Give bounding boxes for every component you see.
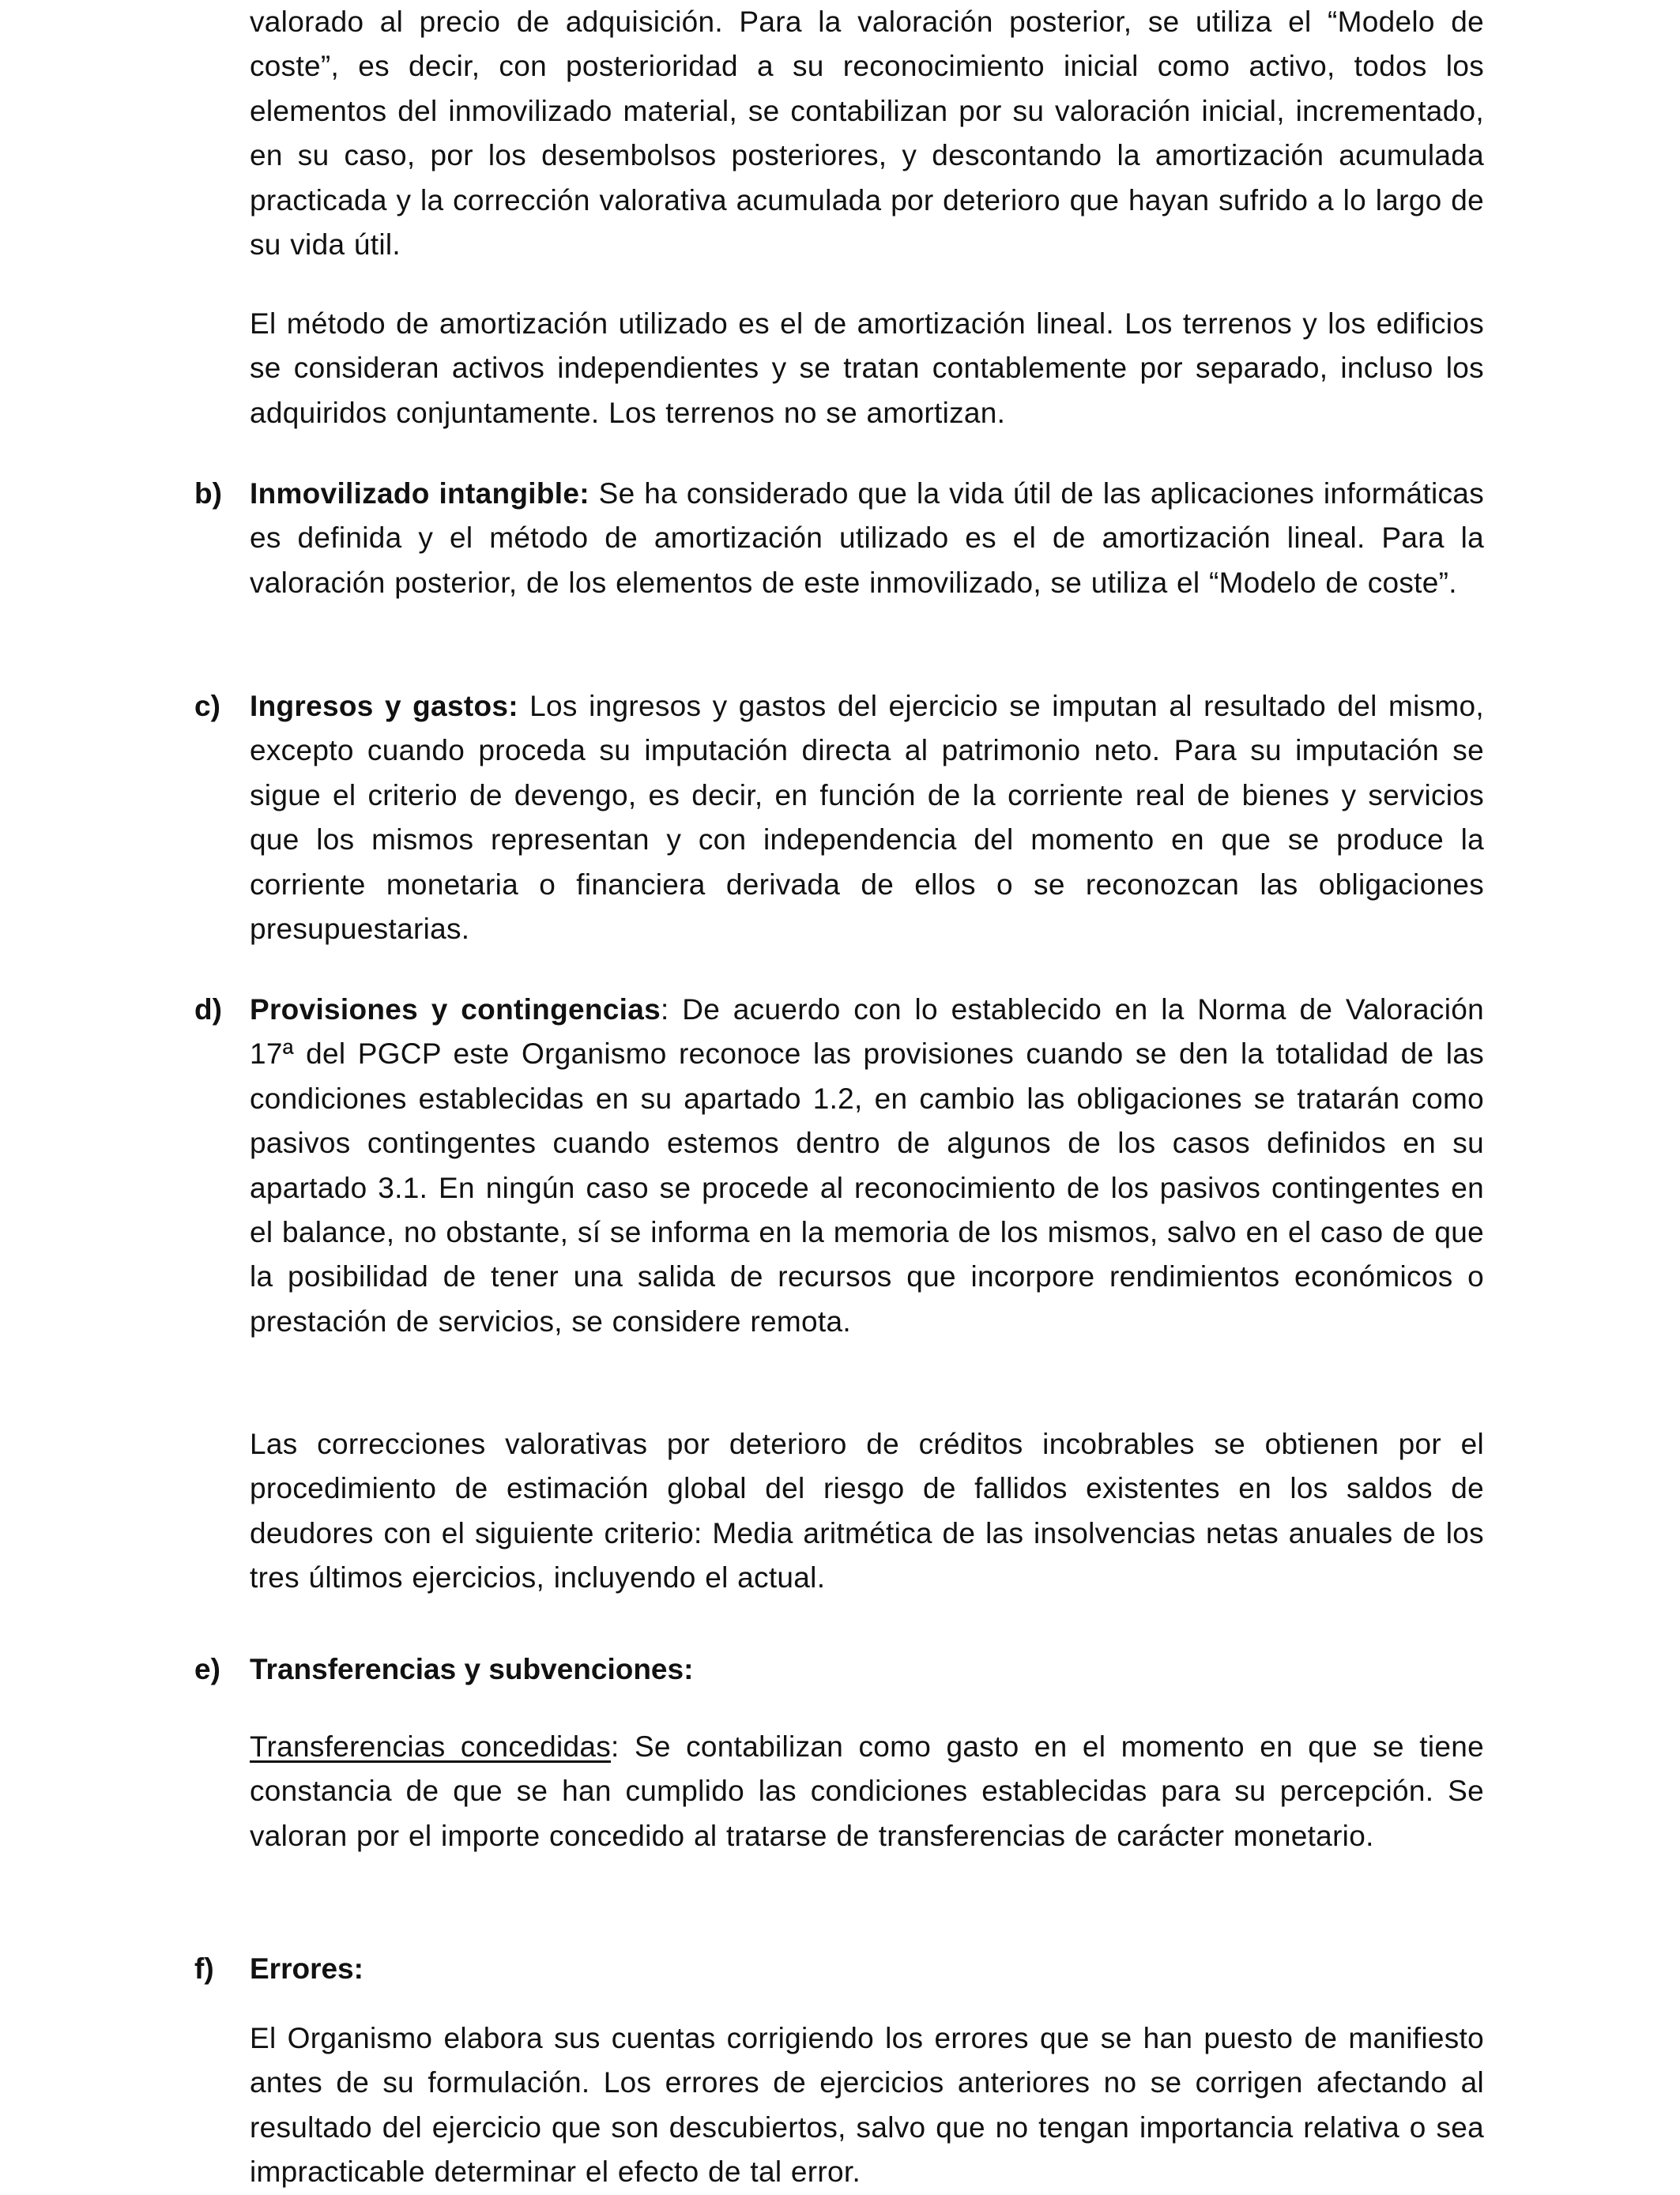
section-d-paragraph-2: Las correcciones valorativas por deterioro de créditos incobrables se obtienen por el procedimiento de estimación global del riesgo de fallidos existentes en los saldos de deudores con el siguiente criterio: Media aritmética de las insolvencias netas anuales de los tres últimos ejercicios, incluyendo el actual. [250, 1428, 1484, 1594]
paragraph-amortizacion: El método de amortización utilizado es el de amortización lineal. Los terrenos y los edificios se consideran activos independientes y se tratan contablemente por separado, incluso los adquiridos conjuntamente. Los terrenos no se amortizan. [250, 307, 1484, 429]
section-b-marker: b) [194, 477, 222, 510]
section-b-paragraph [250, 472, 1484, 605]
section-d-title: Provisiones y contingencias [250, 993, 661, 1026]
section-e-title: Transferencias y subvenciones: [250, 1653, 694, 1685]
section-b-text: Se ha considerado que la vida útil de las aplicaciones informáticas es definida y el método de amortización utilizado es el de amortización lineal. Para la valoración posterior, de los elementos de este inmovilizado, se utiliza el “Modelo de coste”. [250, 477, 1484, 599]
section-e-text: : Se contabilizan como gasto en el momento en que se tiene constancia de que se han cumplido las condiciones establecidas para su percepción. Se valoran por el importe concedido al tratarse de transferencias de carácter monetario. [250, 1730, 1484, 1852]
section-e-marker: e) [194, 1653, 220, 1685]
section-d-paragraph [250, 988, 1484, 1344]
section-f-title: Errores: [250, 1952, 363, 1985]
section-c-paragraph [250, 684, 1484, 951]
paragraph-intro: valorado al precio de adquisición. Para la valoración posterior, se utiliza el “Modelo de coste”, es decir, con posterioridad a su reconocimiento inicial como activo, todos los elementos del inmovilizado material, se contabilizan por su valoración inicial, incrementado, en su caso, por los desembolsos posteriores, y descontando la amortización acumulada practicada y la corrección valorativa acumulada por deterioro que hayan sufrido a lo largo de su vida útil. [250, 6, 1484, 262]
section-c-text: Los ingresos y gastos del ejercicio se imputan al resultado del mismo, excepto cuando proceda su imputación directa al patrimonio neto. Para su imputación se sigue el criterio de devengo, es decir, en función de la corriente real de bienes y servicios que los mismos representan y con independencia del momento en que se produce la corriente monetaria o financiera derivada de ellos o se reconozcan las obligaciones presupuestarias. [250, 690, 1484, 946]
section-d-text: : De acuerdo con lo establecido en la Norma de Valoración 17ª del PGCP este Organismo reconoce las provisiones cuando se den la totalidad de las condiciones establecidas en su apartado 1.2, en cambio las obligaciones se tratarán como pasivos contingentes cuando estemos dentro de algunos de los casos definidos en su apartado 3.1. En ningún caso se procede al reconocimiento de los pasivos contingentes en el balance, no obstante, sí se informa en la memoria de los mismos, salvo en el caso de que la posibilidad de tener una salida de recursos que incorpore rendimientos económicos o prestación de servicios, se considere remota. [250, 993, 1484, 1338]
section-f-marker: f) [194, 1952, 214, 1985]
section-c-marker: c) [194, 690, 220, 722]
section-e-sub-label: Transferencias concedidas [250, 1730, 612, 1763]
section-b-title: Inmovilizado intangible: [250, 477, 590, 510]
section-f-paragraph: El Organismo elabora sus cuentas corrigiendo los errores que se han puesto de manifiesto antes de su formulación. Los errores de ejercicios anteriores no se corrigen afectando al resultado del ejercicio que son descubiertos, salvo que no tengan importancia relativa o sea impracticable determinar el efecto de tal error. [250, 2022, 1484, 2189]
section-d-marker: d) [194, 993, 222, 1026]
section-e-paragraph [250, 1725, 1484, 1858]
section-c-title: Ingresos y gastos: [250, 690, 518, 722]
